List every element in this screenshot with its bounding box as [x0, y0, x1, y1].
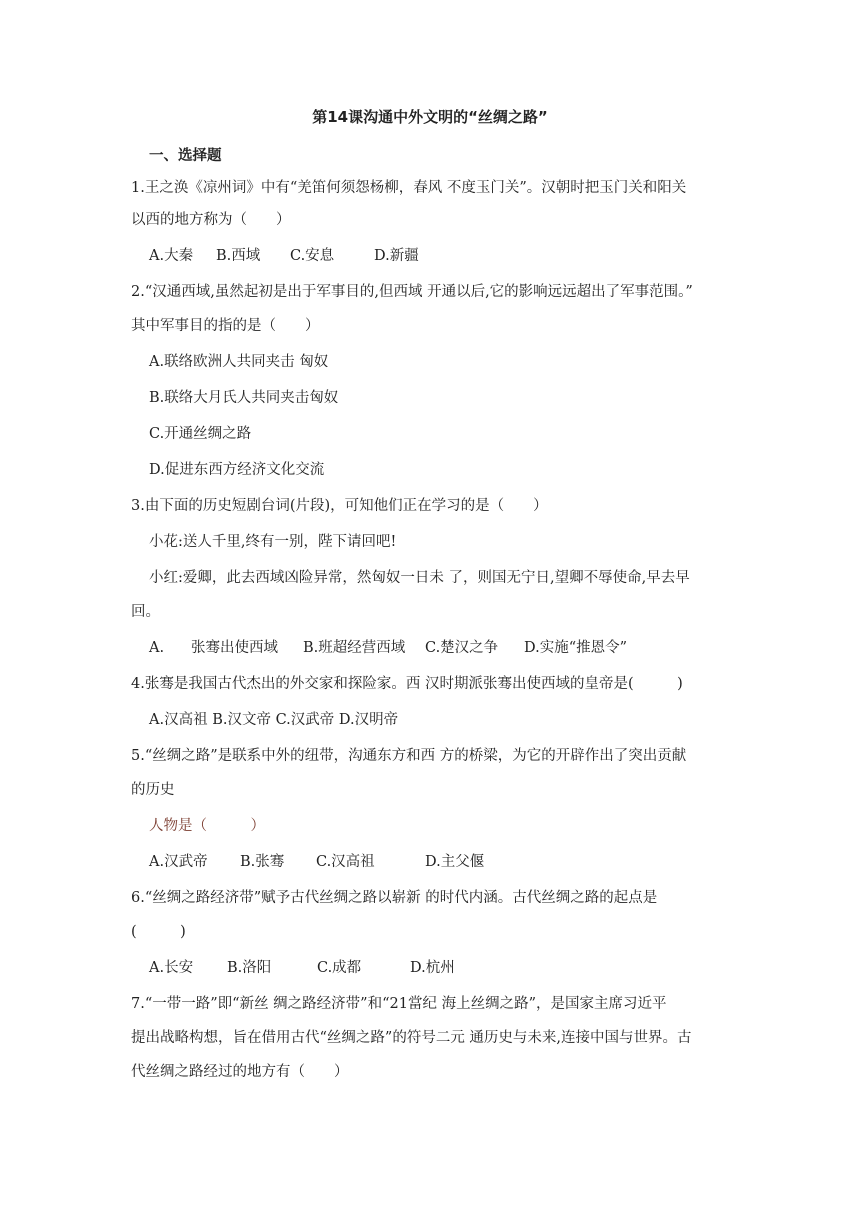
option-a-label: A. — [149, 640, 165, 656]
option-a: A.长安 — [149, 960, 194, 976]
question-5-stem-line-2: 的历史 — [131, 782, 175, 798]
question-4-stem: 4.张骞是我国古代杰出的外交家和探险家。西 汉时期派张骞出使西域的皇帝是( ) — [131, 676, 683, 692]
question-2-stem-line-1: 2.“汉通西域,虽然起初是出于军事目的,但西域 开通以后,它的影响远远超出了军事范围。” — [131, 284, 693, 300]
option-c: C.成都 — [317, 960, 362, 976]
question-3-stem: 3.由下面的历史短剧台词(片段)，可知他们正在学习的是（ ） — [131, 498, 548, 514]
option-d: D.主父偃 — [425, 854, 485, 870]
option-a: A.大秦 — [149, 248, 194, 264]
question-3-dialogue-2: 小红:爱卿，此去西域凶险异常，然匈奴一日未 了，则国无宁日,望卿不辱使命,早去早 — [149, 570, 690, 586]
option-d: D.杭州 — [410, 960, 455, 976]
question-5-continuation: 人物是（ ） — [149, 818, 265, 834]
option-c: C.汉高祖 — [316, 854, 375, 870]
question-2-option-b: B.联络大月氏人共同夹击匈奴 — [149, 390, 339, 406]
section-heading: 一、选择题 — [149, 148, 222, 164]
question-7-stem-line-2: 提出战略构想，旨在借用古代“丝绸之路”的符号二元 通历史与未来,连接中国与世界。古 — [131, 1030, 692, 1046]
question-5-stem-line-1: 5.“丝绸之路”是联系中外的纽带，沟通东方和西 方的桥梁，为它的开辟作出了突出贡献 — [131, 748, 687, 764]
question-4-options: A.汉高祖 B.汉文帝 C.汉武帝 D.汉明帝 — [149, 712, 399, 728]
question-3-dialogue-1: 小花:送人千里,终有一别，陛下请回吧! — [149, 534, 397, 550]
question-2-option-a: A.联络欧洲人共同夹击 匈奴 — [149, 354, 329, 370]
option-b: B.洛阳 — [227, 960, 272, 976]
question-6-stem-line-2: ( ) — [131, 924, 186, 940]
option-b: B.张骞 — [240, 854, 285, 870]
question-1-stem-line-1: 1.王之涣《凉州词》中有“羌笛何须怨杨柳，春风 不度玉门关”。汉朝时把玉门关和阳关 — [131, 180, 687, 196]
option-d: D.实施“推恩令” — [524, 640, 628, 656]
option-d: D.新疆 — [374, 248, 419, 264]
question-3-dialogue-3: 回。 — [131, 604, 160, 620]
question-6-stem-line-1: 6.“丝绸之路经济带”赋予古代丝绸之路以崭新 的时代内涵。古代丝绸之路的起点是 — [131, 890, 658, 906]
question-2-option-c: C.开通丝绸之路 — [149, 426, 252, 442]
option-c: C.楚汉之争 — [425, 640, 499, 656]
question-1-stem-line-2: 以西的地方称为（ ） — [131, 212, 291, 228]
question-5-options — [149, 852, 484, 872]
question-3-options — [149, 638, 627, 658]
option-a-text: 张骞出使西域 — [191, 640, 278, 656]
option-b: B.班超经营西域 — [303, 640, 406, 656]
option-b: B.西域 — [216, 248, 261, 264]
question-2-option-d: D.促进东西方经济文化交流 — [149, 462, 325, 478]
question-7-stem-line-3: 代丝绸之路经过的地方有（ ） — [131, 1064, 349, 1080]
option-a: A.汉武帝 — [149, 854, 208, 870]
option-c: C.安息 — [290, 248, 335, 264]
page-title: 第14课沟通中外文明的“丝绸之路” — [312, 108, 548, 126]
question-7-stem-line-1: 7.“一带一路”即“新丝 绸之路经济带”和“21當纪 海上丝绸之路”，是国家主席习近平 — [131, 996, 667, 1012]
question-2-stem-line-2: 其中军事目的指的是（ ） — [131, 318, 320, 334]
question-6-options — [149, 958, 455, 978]
question-1-options — [149, 246, 419, 266]
